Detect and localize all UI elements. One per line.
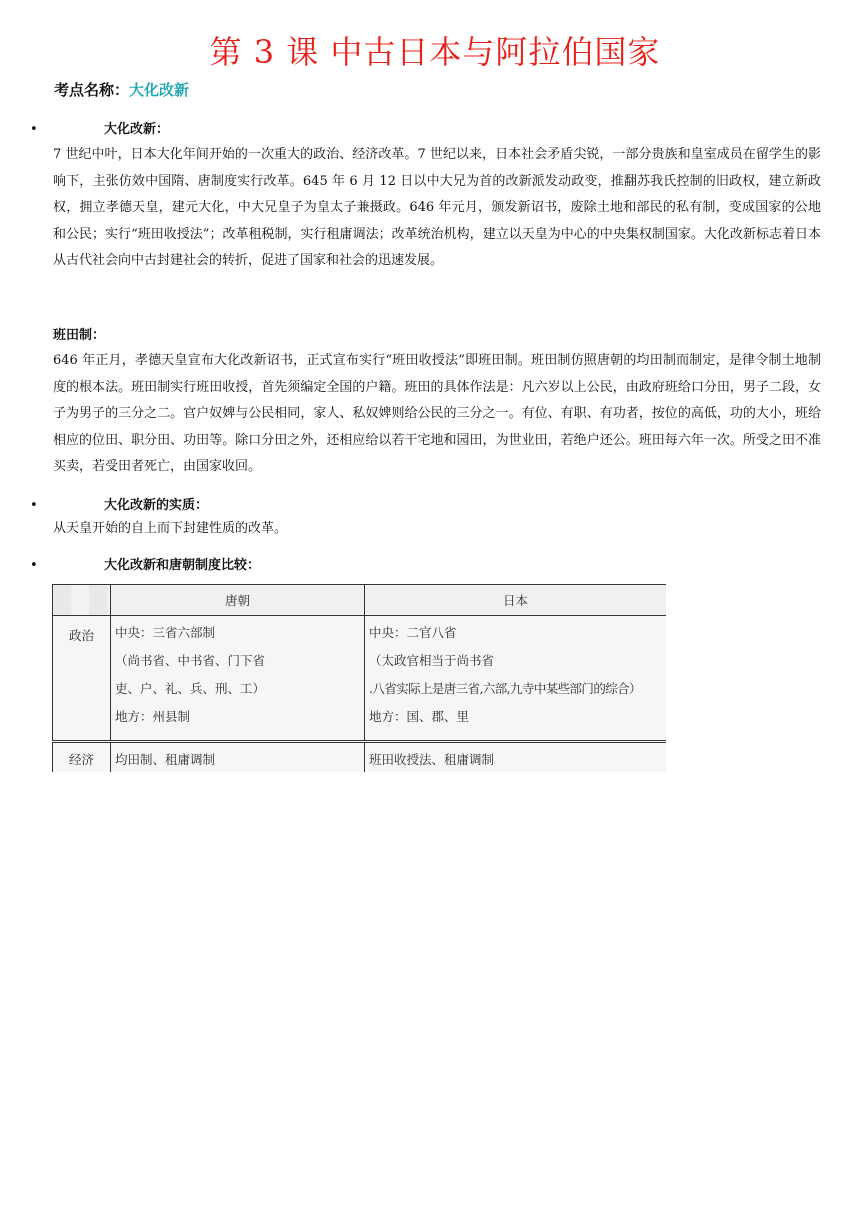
lesson-title: 第 3 课 中古日本与阿拉伯国家 <box>209 33 661 71</box>
exam-point-value: 大化改新 <box>129 81 190 99</box>
comparison-table-image <box>52 584 666 772</box>
bullet-dot: • <box>30 122 38 137</box>
bullet-comparison <box>0 554 860 578</box>
bullet-label: 大化改新： <box>104 122 170 137</box>
bullet-essence <box>0 494 860 518</box>
bantian-title: 班田制： <box>53 328 106 343</box>
table-row-economy <box>53 742 667 773</box>
row-label-economy: 经济 <box>53 742 111 773</box>
cell-tang-economy: 均田制、租庸调制 <box>111 742 365 773</box>
cell-line: 地方：国、郡、里 <box>369 709 470 724</box>
essence-paragraph: 从天皇开始的自上而下封建性质的改革。 <box>53 521 288 536</box>
exam-point <box>54 78 189 102</box>
taika-paragraph: 7 世纪中叶，日本大化年间开始的一次重大的政治、经济改革。7 世纪以来，日本社会矛盾尖锐，一部分贵族和皇室成员在留学生的影响下，主张仿效中国隋、唐制度实行改革。645 年 6 月 12 日以中大兄为首的改新派发动政变，推翻苏我氏控制的旧政权，建立新政权，拥立孝德天皇，建元大化，中大兄皇子为皇太子兼摄政。646 年元月，颁发新诏书，废除土地和部民的私有制，变成国家的公地和公民；实行“班田收授法”；改革租税制，实行租庸调法；改革统治机构，建立以天皇为中心的中央集权制国家。大化改新标志着日本从古代社会向中古封建社会的转折，促进了国家和社会的迅速发展。 <box>53 147 821 268</box>
table-header-japan: 日本 <box>365 585 667 616</box>
cell-line: 吏、户、礼、兵、刑、工） <box>115 681 266 696</box>
cell-japan-economy: 班田收授法、租庸调制 <box>365 742 667 773</box>
table-row-politics <box>53 616 667 742</box>
cell-tang-politics <box>111 616 365 742</box>
comparison-table <box>52 584 666 772</box>
table-header-corner <box>53 585 111 616</box>
bantian-paragraph: 646 年正月，孝德天皇宣布大化改新诏书，正式宣布实行“班田收授法”即班田制。班田制仿照唐朝的均田制而制定，是律令制土地制度的根本法。班田制实行班田收授，首先须编定全国的户籍。班田的具体作法是：凡六岁以上公民，由政府班给口分田，男子二段，女子为男子的三分之二。官户奴婢与公民相同，家人、私奴婢则给公民的三分之一。有位、有职、有功者，按位的高低，功的大小，班给相应的位田、职分田、功田等。除口分田之外，还相应给以若干宅地和园田，为世业田，若绝户还公。班田每六年一次。所受之田不准买卖，若受田者死亡，由国家收回。 <box>53 353 821 474</box>
table-header-tang: 唐朝 <box>111 585 365 616</box>
bullet-label: 大化改新和唐朝制度比较： <box>104 558 261 573</box>
cell-line: .八省实际上是唐三省,六部,九寺中某些部门的综合） <box>369 681 641 696</box>
row-label-politics: 政治 <box>53 616 111 742</box>
bullet-label: 大化改新的实质： <box>104 498 209 513</box>
cell-line: 地方：州县制 <box>115 709 191 724</box>
cell-line: （尚书省、中书省、门下省 <box>115 653 266 668</box>
exam-point-label: 考点名称： <box>54 81 130 99</box>
cell-line: 中央：三省六部制 <box>115 625 216 640</box>
cell-japan-politics <box>365 616 667 742</box>
cell-line: （太政官相当于尚书省 <box>369 653 495 668</box>
bullet-dot: • <box>30 558 38 573</box>
table-header-row <box>53 585 667 616</box>
bullet-taika <box>0 118 860 142</box>
bullet-dot: • <box>30 498 38 513</box>
cell-line: 中央：二官八省 <box>369 625 457 640</box>
